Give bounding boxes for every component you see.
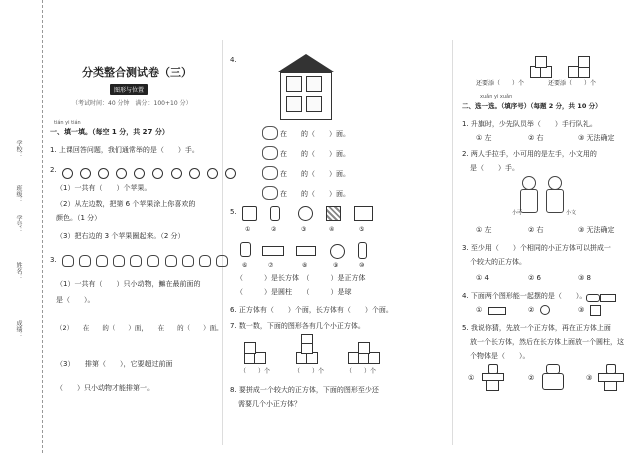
q4-row-1: 在 的（ ）面。 [280,130,350,138]
child-head-icon [548,176,562,190]
apple-icon [134,168,145,179]
s2-q3-option: ③ 8 [578,274,591,282]
cube-icon [590,305,601,316]
shape-label: ① [245,226,251,233]
s2-q5-option: ② [528,374,535,382]
animal-icon [96,255,108,267]
animal-icon [262,126,278,140]
top-answer-1: 还要添（ ）个 [476,80,525,87]
child-head-icon [522,176,536,190]
animal-icon [79,255,91,267]
apple-row [62,164,238,183]
s2-q2-line1: 2. 两人手拉手，小可用的是左手，小文用的 [462,150,597,158]
q5-answer-line1: （ ）是长方体 （ ）是正方体 [236,274,366,282]
apple-icon [98,168,109,179]
s2-q2-line2: 是（ ）手。 [470,164,519,172]
top-answer-2: 还要添（ ）个 [548,80,597,87]
animal-icon [165,255,177,267]
animal-icon [286,76,302,92]
s2-q2-option: ② 右 [528,226,544,234]
mid-question-7: 7. 数一数，下面的图形各有几个小正方体。 [230,322,365,330]
animal-icon [147,255,159,267]
ball-icon [330,244,345,259]
ball-icon [298,206,313,221]
s2-q4-option: ① [476,306,483,314]
cube-icon [244,342,256,354]
s2-q3-option: ① 4 [476,274,489,282]
animal-icon [182,255,194,267]
s2-q5-option: ① [468,374,475,382]
q5-answer-line2: （ ）是圆柱 （ ）是球 [236,288,352,296]
box-icon [488,307,506,315]
shape-label: ④ [329,226,335,233]
s1-q2-line1: （1）一共有（ ）个苹果。 [56,184,152,192]
s2-q1-option: ① 左 [476,134,492,142]
s1-q2-line2: （2）从左边数，把第 6 个苹果涂上你喜欢的 [56,200,196,208]
margin-label-number: 学号： [15,215,22,233]
house-roof [278,54,334,72]
s2-question-4: 4. 下面两个图形能一起摆的是（ ）。 [462,292,587,300]
q7-answer: （ ）个 [294,368,325,375]
animal-icon [113,255,125,267]
house-picture [276,54,336,120]
q7-answer: （ ）个 [240,368,271,375]
page-title: 分类整合测试卷（三） [82,66,192,79]
s2-q2-option: ① 左 [476,226,492,234]
cylinder-icon [240,242,251,257]
can-icon [358,242,367,259]
child-name-right: 小文 [566,210,577,216]
cylinder-icon [542,373,564,390]
s2-q1-option: ③ 无法确定 [578,134,615,142]
s2-q3-option: ② 6 [528,274,541,282]
s2-q5-line3: 个物体是（ ）。 [470,352,530,360]
margin-label-school: 学校： [15,140,22,158]
s1-question-1: 1. 上课回答问题，我们通常举的是（ ）手。 [50,146,199,154]
shape-label: ⑥ [242,262,248,269]
cube-icon [301,334,313,344]
apple-icon [62,168,73,179]
q4-row-4: 在 的（ ）面。 [280,190,350,198]
section1-heading: 一、填一填。（每空 1 分，共 27 分） [50,128,169,136]
s1-q3-line4: （3） 排第（ ），它要超过前面 [56,360,173,368]
shape-label: ⑤ [359,226,365,233]
shape-label: ⑧ [302,262,308,269]
cube-icon [486,380,499,391]
q4-row-2: 在 的（ ）面。 [280,150,350,158]
cube-icon [578,56,590,68]
exam-info: （考试时间：40 分钟 满分：100+10 分） [72,100,192,107]
s2-q5-option: ③ [586,374,593,382]
cube-stack-3 [348,334,382,364]
animal-icon [306,96,322,112]
column-divider [452,40,453,445]
animal-icon [216,255,228,267]
stacked-solid-2 [540,364,566,390]
animal-icon [286,96,302,112]
shape-label: ⑨ [333,262,339,269]
apple-icon [80,168,91,179]
animal-icon [262,166,278,180]
s2-q1-option: ② 右 [528,134,544,142]
s1-q3-line3: （2） 在 的（ ）面， 在 的（ ）面。 [56,324,223,332]
margin-label-name: 姓名： [15,262,22,280]
s2-q4-option: ② [528,306,535,314]
apple-icon [116,168,127,179]
s2-question-1: 1. 升旗时，少先队员举（ ）手行队礼。 [462,120,597,128]
mid-q4-number: 4. [230,56,237,64]
stacked-solid-3 [598,364,624,390]
box-icon [262,246,284,256]
animal-icon [62,255,74,267]
s2-q3-line1: 3. 至少用（ ）个相同的小正方体可以拼成一 [462,244,611,252]
s2-q4-option: ③ [578,306,585,314]
s2-q3-line2: 个较大的正方体。 [470,258,526,266]
cube-icon [326,206,341,221]
animal-row [62,252,228,271]
cube-icon [604,381,617,391]
animal-icon [306,76,322,92]
s2-q2-option: ③ 无法确定 [578,226,615,234]
s1-q3-line1: （1）一共有（ ）只小动物，䲈在最前面的 [56,280,201,288]
s2-q5-line1: 5. 我说你猜，先放一个正方体，再在正方体上面 [462,324,611,332]
child-body-icon [520,189,538,213]
shape-label: ③ [301,226,307,233]
box-icon [296,246,316,256]
mid-question-6: 6. 正方体有（ ）个面，长方体有（ ）个面。 [230,306,393,314]
section2-pinyin: xuǎn yi xuǎn [480,94,513,100]
section1-pinyin: tián yi tián [54,120,81,126]
s1-q3-line5: （ ）只小动物才能排第一。 [56,384,154,392]
cube-icon [358,342,370,354]
mid-q5-number: 5. [230,208,237,216]
s1-q3-line2: 是（ ）。 [56,296,95,304]
box-icon [600,294,616,302]
mid-q8-line2: 需要几个小正方体？ [238,400,301,408]
apple-icon [152,168,163,179]
animal-icon [262,146,278,160]
box-icon [354,206,373,221]
q7-answer: （ ）个 [346,368,377,375]
shape-label: ② [271,226,277,233]
child-name-left: 小可 [512,210,523,216]
column-divider [222,40,223,445]
s1-q3-number: 3. [50,256,57,264]
box-icon [242,206,257,221]
animal-icon [262,186,278,200]
child-body-icon [546,189,564,213]
mid-q8-line1: 8. 要拼成一个较大的正方体，下面的图形至少还 [230,386,379,394]
s1-q2-line4: （3）把右边的 3 个苹果圈起来。（2 分） [56,232,185,240]
can-icon [270,206,280,221]
apple-icon [225,168,236,179]
section2-heading: 二、选一选。（填序号）（每题 2 分，共 10 分） [462,102,602,110]
topic-badge: 图形与位置 [110,84,148,95]
cube-stack-2 [296,334,326,364]
margin-label-class: 班级： [15,185,22,203]
apple-icon [189,168,200,179]
margin-label-score: 成绩： [15,320,22,338]
top-cube-figures [530,56,590,78]
ball-icon [540,305,550,315]
stacked-solid-1 [480,364,506,390]
shape-label: ⑦ [268,262,274,269]
shape-label: ⑩ [359,262,365,269]
cylinder-icon [586,294,600,302]
apple-icon [207,168,218,179]
s1-q2-number: 2. [50,166,57,174]
animal-icon [199,255,211,267]
s1-q2-line3: 颜色。（1 分） [56,214,102,222]
animal-icon [130,255,142,267]
apple-icon [171,168,182,179]
q4-row-3: 在 的（ ）面。 [280,170,350,178]
cube-icon [535,56,547,68]
s2-q5-line2: 放一个长方体，然后在长方体上面放一个圆柱，这 [470,338,624,346]
cube-stack-1 [244,334,274,364]
